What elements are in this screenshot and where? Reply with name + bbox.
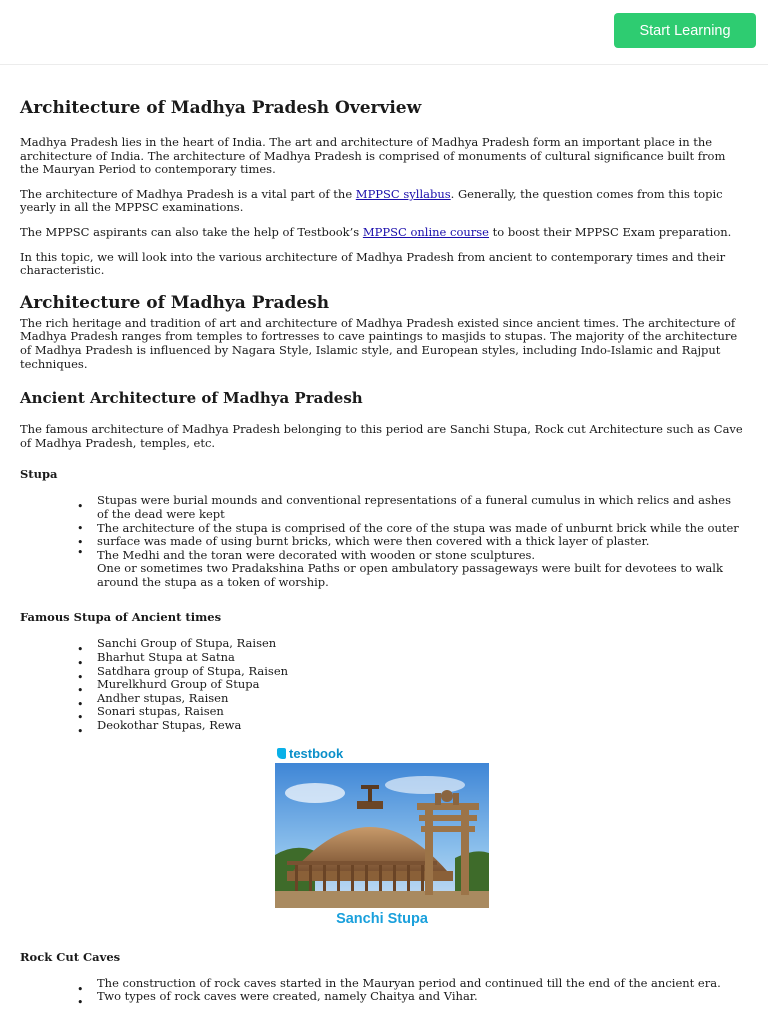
list-item: Andher stupas, Raisen: [97, 690, 229, 705]
section-architecture-heading: Architecture of Madhya Pradesh: [20, 292, 330, 313]
list-item: The construction of rock caves started in the Mauryan period and continued till the end of the ancient era.: [97, 975, 721, 990]
course-text-before: The MPPSC aspirants can also take the help of Testbook’s: [20, 224, 363, 239]
testbook-logo-text: testbook: [289, 746, 344, 762]
top-bar: [0, 0, 768, 65]
section-architecture-text: The rich heritage and tradition of art and architecture of Madhya Pradesh existed since ancient times. The architecture of Madhya Pradesh ranges from temples to fortresses to cave paintings to masjids to stupas. The majority of the architecture of Madhya Pradesh is influenced by Nagara Style, Islamic style, and European styles, including Indo-Islamic and Rajput techniques.: [20, 315, 738, 371]
bullet-icon: •: [77, 711, 84, 725]
bullet-icon: •: [77, 643, 84, 657]
section-ancient-heading: Ancient Architecture of Madhya Pradesh: [20, 389, 363, 408]
article-content: [20, 96, 744, 1010]
bullet-icon: •: [77, 546, 84, 560]
course-paragraph: [20, 226, 744, 240]
stupa-heading: Stupa: [20, 467, 58, 482]
mppsc-online-course-link[interactable]: MPPSC online course: [362, 224, 489, 239]
bullet-icon: •: [77, 697, 84, 711]
bullet-icon: •: [77, 996, 84, 1010]
intro-paragraph: Madhya Pradesh lies in the heart of India. The art and architecture of Madhya Pradesh form an important place in the architecture of India. The architecture of Madhya Pradesh is comprised of monuments of cultural significance built from the Mauryan Period to contemporary times.: [20, 135, 726, 177]
list-item: Satdhara group of Stupa, Raisen: [97, 663, 289, 678]
stupa-list: [20, 494, 744, 589]
list-item: Two types of rock caves were created, namely Chaitya and Vihar.: [97, 989, 478, 1004]
list-item: Bharhut Stupa at Satna: [97, 650, 235, 665]
page-title: Architecture of Madhya Pradesh Overview: [20, 98, 422, 118]
list-item: The Medhi and the toran were decorated with wooden or stone sculptures.: [97, 547, 536, 562]
testbook-logo: [277, 745, 489, 763]
famous-stupa-heading: Famous Stupa of Ancient times: [20, 610, 222, 625]
mppsc-syllabus-link[interactable]: MPPSC syllabus: [355, 186, 451, 201]
start-learning-button[interactable]: Start Learning: [614, 13, 756, 48]
bullet-icon: •: [77, 500, 84, 514]
topic-paragraph: In this topic, we will look into the various architecture of Madhya Pradesh from ancient to contemporary times and their characteristic.: [20, 249, 726, 278]
sanchi-stupa-figure: [275, 745, 489, 931]
bullet-icon: •: [77, 670, 84, 684]
list-item: Murelkhurd Group of Stupa: [97, 677, 260, 692]
syllabus-paragraph: [20, 188, 744, 215]
syllabus-text-after: . Generally, the question comes from this topic yearly in all the MPPSC examinations.: [20, 186, 723, 215]
stupa-bullets: [77, 500, 84, 559]
list-item: One or sometimes two Pradakshina Paths or open ambulatory passageways were built for devotees to walk around the stupa as a token of worship.: [97, 561, 723, 589]
famous-bullets: [77, 643, 84, 738]
figure-caption: Sanchi Stupa: [336, 910, 428, 927]
bullet-icon: •: [77, 725, 84, 739]
list-item: Sonari stupas, Raisen: [97, 704, 224, 719]
list-item: Sanchi Group of Stupa, Raisen: [97, 636, 277, 651]
testbook-logo-icon: [277, 748, 286, 759]
bullet-icon: •: [77, 521, 84, 535]
rock-cut-caves-heading: Rock Cut Caves: [20, 949, 121, 964]
list-item: Deokothar Stupas, Rewa: [97, 718, 242, 733]
syllabus-text-before: The architecture of Madhya Pradesh is a vital part of the: [20, 186, 356, 201]
bullet-icon: •: [77, 657, 84, 671]
sanchi-stupa-image: [275, 763, 489, 908]
bullet-icon: •: [77, 684, 84, 698]
rock-caves-list: [20, 975, 744, 1010]
famous-stupa-list: [20, 636, 744, 739]
list-item: Stupas were burial mounds and conventional representations of a funeral cumulus in which relics and ashes of the dead were kept: [97, 493, 731, 521]
course-text-after: to boost their MPPSC Exam preparation.: [489, 224, 732, 239]
rock-bullets: [77, 983, 84, 1010]
section-ancient-text: The famous architecture of Madhya Pradesh belonging to this period are Sanchi Stupa, Rock cut Architecture such as Cave of Madhya Pradesh, temples, etc.: [20, 422, 743, 450]
bullet-icon: •: [77, 535, 84, 549]
list-item: The architecture of the stupa is comprised of the core of the stupa was made of unburnt brick while the outer surface was made of using burnt bricks, which were then covered with a thick layer of plaster.: [97, 520, 739, 549]
bullet-icon: •: [77, 982, 84, 996]
